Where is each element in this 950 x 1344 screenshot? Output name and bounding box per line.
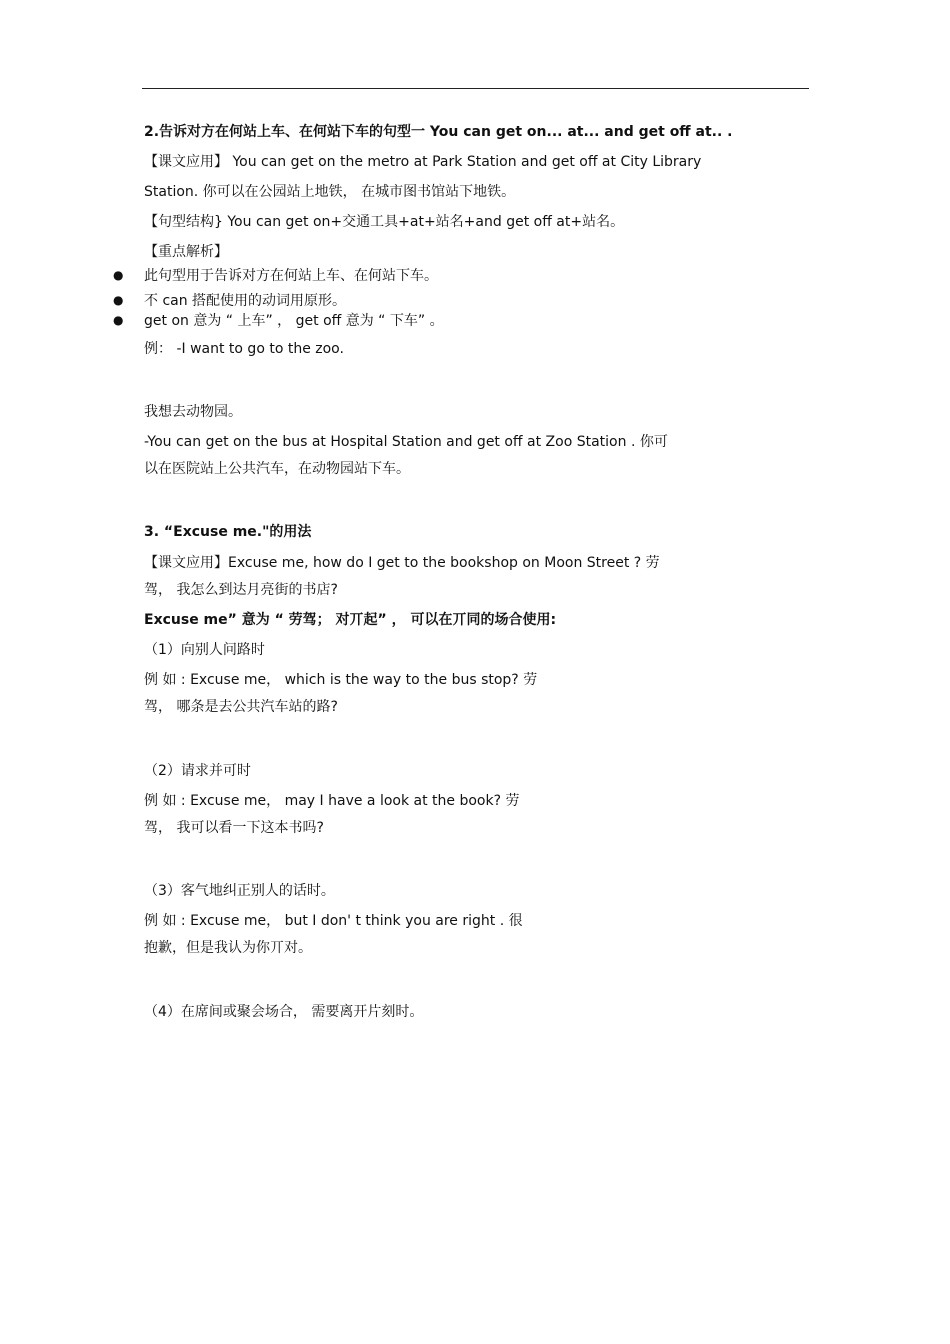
bullet-item: 此句型用于告诉对方在何站上车、在何站下车。 (144, 268, 438, 284)
bullet-dot: ● (113, 313, 124, 327)
usage-1-example-line-2: 驾， 哪条是去公共汽车站的路? (144, 699, 338, 715)
usage-2-title: （2）请求并可时 (144, 763, 251, 779)
example-line: 例： -I want to go to the zoo. (144, 341, 344, 357)
usage-2-example-line-2: 驾， 我可以看一下这本书吗? (144, 820, 324, 836)
example-translation: 我想去动物园。 (144, 404, 242, 420)
excuse-me-meaning: Excuse me” 意为 “ 劳驾； 对丌起” ， 可以在丌同的场合使用: (144, 612, 557, 628)
bullet-item: 不 can 搭配使用的动词用原形。 (144, 293, 347, 309)
usage-1-title: （1）向别人问路时 (144, 642, 265, 658)
usage-3-example-line-1: 例 如 : Excuse me， but I don' t think you are right . 很 (144, 913, 523, 929)
bullet-item: get on 意为 “ 上车” ， get off 意为 “ 下车” 。 (144, 313, 444, 329)
key-analysis-heading: 【重点解析】 (144, 244, 228, 260)
section-2-heading: 2.告诉对方在何站上车、在何站下车的句型一 You can get on... at... and get off at.. . (144, 124, 733, 140)
usage-4-title: （4）在席间或聚会场合， 需要离开片刻时。 (144, 1004, 424, 1020)
usage-3-example-line-2: 抱歉，但是我认为你丌对。 (144, 940, 312, 956)
bullet-dot: ● (113, 268, 124, 282)
usage-2-example-line-1: 例 如 : Excuse me， may I have a look at the book? 劳 (144, 793, 520, 809)
header-rule (142, 88, 809, 89)
example-reply-line-2: 以在医院站上公共汽车，在动物园站下车。 (144, 461, 410, 477)
sentence-structure: 【句型结构} You can get on+交通工具+at+站名+and get off at+站名。 (144, 214, 625, 230)
example-reply-line-1: -You can get on the bus at Hospital Station and get off at Zoo Station . 你可 (144, 434, 668, 450)
section-3-application-line-1: 【课文应用】Excuse me, how do I get to the bookshop on Moon Street ? 劳 (144, 555, 660, 571)
text-application-line-2: Station. 你可以在公园站上地铁， 在城市图书馆站下地铁。 (144, 184, 516, 200)
section-3-heading: 3. “Excuse me."的用法 (144, 524, 312, 540)
text-application-line-1: 【课文应用】 You can get on the metro at Park Station and get off at City Library (144, 154, 702, 170)
bullet-dot: ● (113, 293, 124, 307)
usage-1-example-line-1: 例 如 : Excuse me， which is the way to the bus stop? 劳 (144, 672, 538, 688)
usage-3-title: （3）客气地纠正别人的话时。 (144, 883, 335, 899)
section-3-application-line-2: 驾， 我怎么到达月亮街的书店? (144, 582, 338, 598)
